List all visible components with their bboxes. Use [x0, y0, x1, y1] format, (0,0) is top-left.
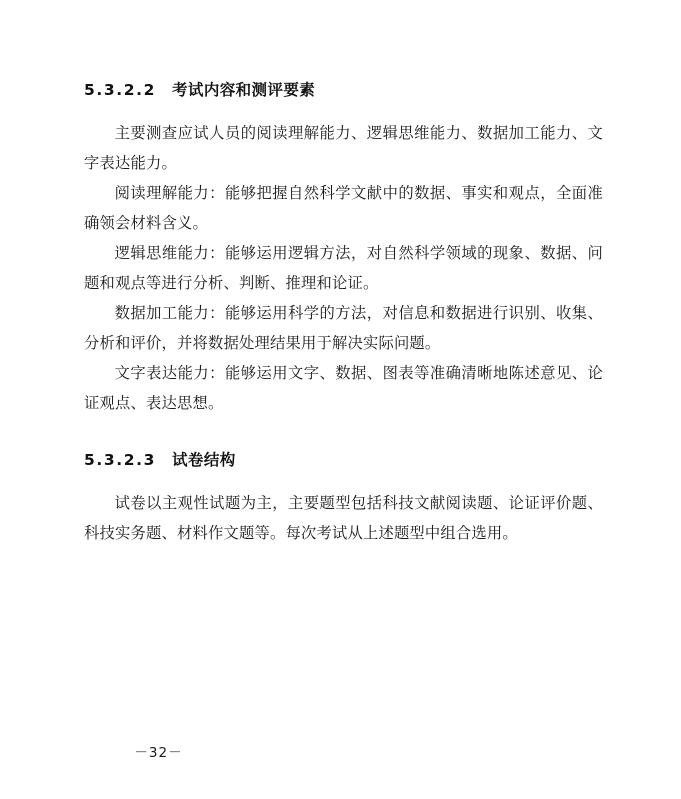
paragraph: 数据加工能力：能够运用科学的方法，对信息和数据进行识别、收集、分析和评价，并将数据处理结果用于解决实际问题。	[84, 304, 603, 352]
paragraph: 阅读理解能力：能够把握自然科学文献中的数据、事实和观点，全面准确领会材料含义。	[84, 184, 603, 232]
section-body-1	[84, 118, 603, 418]
paragraph: 逻辑思维能力：能够运用逻辑方法，对自然科学领域的现象、数据、问题和观点等进行分析、判断、推理和论证。	[84, 244, 603, 292]
section-number-1: 5.3.2.2	[84, 81, 157, 99]
paragraph: 文字表达能力：能够运用文字、数据、图表等准确清晰地陈述意见、论证观点、表达思想。	[84, 364, 603, 412]
page-footer	[0, 741, 681, 761]
paragraph: 试卷以主观性试题为主，主要题型包括科技文献阅读题、论证评价题、科技实务题、材料作文题等。每次考试从上述题型中组合选用。	[84, 494, 603, 542]
section-heading-1	[84, 78, 603, 100]
section-body-2	[84, 488, 603, 548]
section-heading-2	[84, 448, 603, 470]
section-title-2: 试卷结构	[172, 451, 236, 469]
page-number: －32－	[134, 745, 183, 761]
section-title-1: 考试内容和测评要素	[172, 81, 316, 99]
paragraph: 主要测查应试人员的阅读理解能力、逻辑思维能力、数据加工能力、文字表达能力。	[84, 124, 603, 172]
section-number-2: 5.3.2.3	[84, 451, 157, 469]
